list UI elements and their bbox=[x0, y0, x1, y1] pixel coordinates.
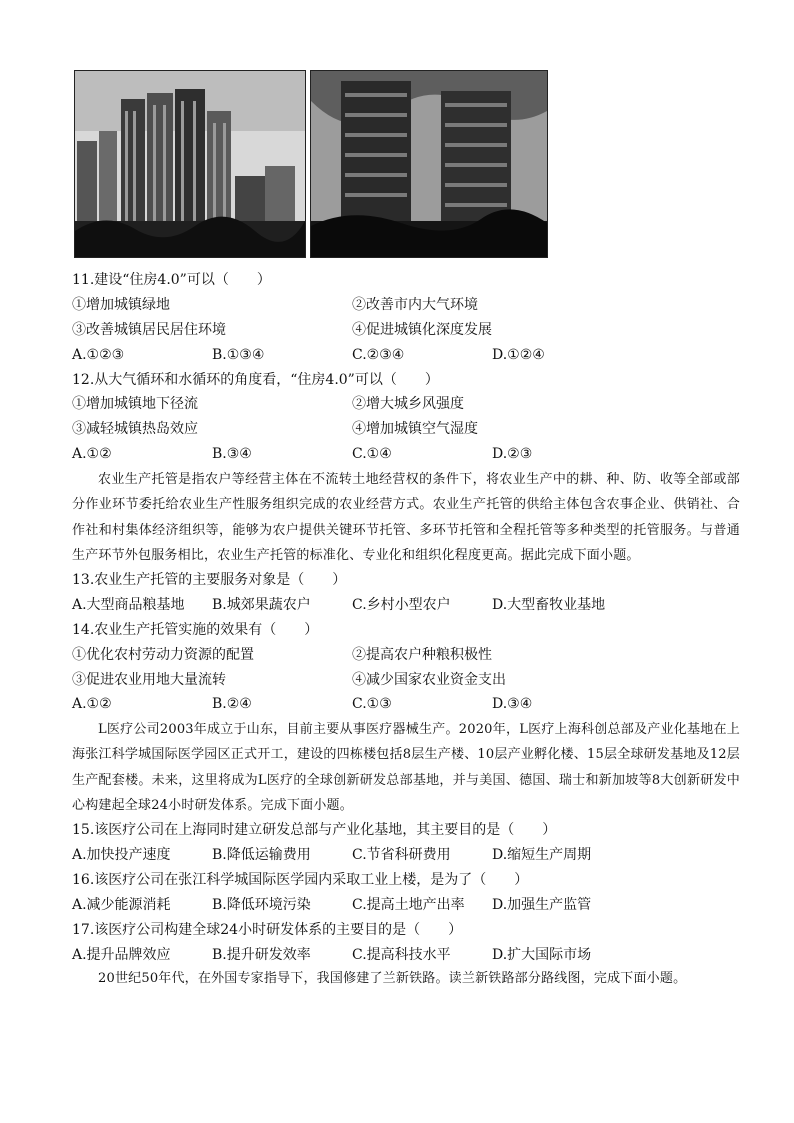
q12-item-4: ④增加城镇空气湿度 bbox=[352, 421, 478, 438]
q12-items-row-2 bbox=[72, 417, 740, 442]
q13-option-b: B.城郊果蔬农户 bbox=[212, 596, 311, 613]
q14-option-c: C.①③ bbox=[352, 696, 392, 713]
q14-item-3: ③促进农业用地大量流转 bbox=[72, 671, 226, 688]
high-rise-buildings-photo bbox=[74, 70, 306, 258]
q16-options bbox=[72, 893, 740, 918]
q11-item-3: ③改善城镇居民居住环境 bbox=[72, 321, 226, 338]
q15-stem: 15.该医疗公司在上海同时建立研发总部与产业化基地，其主要目的是（ ） bbox=[72, 822, 557, 839]
q16-option-a: A.减少能源消耗 bbox=[72, 896, 171, 913]
q13-option-c: C.乡村小型农户 bbox=[352, 596, 451, 613]
q11-stem: 11.建设“住房4.0”可以（ ） bbox=[72, 272, 271, 288]
q14-items-row-2 bbox=[72, 668, 740, 693]
q11-items-row-2 bbox=[72, 318, 740, 343]
q17-stem: 17.该医疗公司构建全球24小时研发体系的主要目的是（ ） bbox=[72, 921, 463, 938]
passage-medical-company: L医疗公司2003年成立于山东，目前主要从事医疗器械生产。2020年，L医疗上海科创总部及产业化基地在上海张江科学城国际医学园区正式开工，建设的四栋楼包括8层生产楼、10层产业孵化楼、15层全球研发基地及12层生产配套楼。未来，这里将成为L医疗的全球创新研发总部基地，并与美国、德国、瑞士和新加坡等8大创新研发中心构建起全球24小时研发体系。完成下面小题。 bbox=[72, 722, 740, 813]
passage-agriculture: 农业生产托管是指农户等经营主体在不流转土地经营权的条件下，将农业生产中的耕、种、防、收等全部或部分作业环节委托给农业生产性服务组织完成的农业经营方式。农业生产托管的供给主体包含农事企业、供销社、合作社和村集体经济组织等，能够为农户提供关键环节托管、多环节托管和全程托管等多种类型的托管服务。与普通生产环节外包服务相比，农业生产托管的标准化、专业化和组织化程度更高。据此完成下面小题。 bbox=[72, 472, 740, 563]
q14-item-4: ④减少国家农业资金支出 bbox=[352, 671, 506, 688]
q11-option-d: D.①②④ bbox=[492, 346, 545, 363]
q14-item-1: ①优化农村劳动力资源的配置 bbox=[72, 646, 254, 663]
q12-option-b: B.③④ bbox=[212, 446, 252, 463]
q16-stem: 16.该医疗公司在张江科学城国际医学园内采取工业上楼，是为了（ ） bbox=[72, 871, 529, 888]
q15-option-b: B.降低运输费用 bbox=[212, 846, 311, 863]
q13-options bbox=[72, 593, 740, 618]
q11-option-a: A.①②③ bbox=[72, 346, 125, 363]
q11-item-1: ①增加城镇绿地 bbox=[72, 296, 170, 313]
q12-item-1: ①增加城镇地下径流 bbox=[72, 396, 198, 413]
q12-options bbox=[72, 442, 740, 467]
passage-railway: 20世纪50年代，在外国专家指导下，我国修建了兰新铁路。读兰新铁路部分路线图，完成下面小题。 bbox=[98, 971, 687, 987]
q12-option-a: A.①② bbox=[72, 446, 112, 463]
q11-item-4: ④促进城镇化深度发展 bbox=[352, 321, 492, 338]
q17-options bbox=[72, 943, 740, 968]
q12-items-row-1 bbox=[72, 392, 740, 417]
q12-option-c: C.①④ bbox=[352, 446, 392, 463]
q14-option-b: B.②④ bbox=[212, 696, 252, 713]
q14-items-row-1 bbox=[72, 643, 740, 668]
question-content bbox=[72, 268, 740, 992]
q13-option-a: A.大型商品粮基地 bbox=[72, 596, 185, 613]
q16-option-b: B.降低环境污染 bbox=[212, 896, 311, 913]
vertical-forest-buildings-photo bbox=[310, 70, 548, 258]
q13-stem: 13.农业生产托管的主要服务对象是（ ） bbox=[72, 571, 347, 588]
q14-option-d: D.③④ bbox=[492, 696, 533, 713]
q15-option-a: A.加快投产速度 bbox=[72, 846, 171, 863]
q11-item-2: ②改善市内大气环境 bbox=[352, 296, 478, 313]
photo-pair bbox=[74, 70, 546, 256]
q13-option-d: D.大型畜牧业基地 bbox=[492, 596, 606, 613]
q16-option-c: C.提高土地产出率 bbox=[352, 896, 465, 913]
q14-item-2: ②提高农户种粮积极性 bbox=[352, 646, 492, 663]
q14-stem: 14.农业生产托管实施的效果有（ ） bbox=[72, 621, 319, 638]
q12-item-2: ②增大城乡风强度 bbox=[352, 396, 464, 413]
q17-option-b: B.提升研发效率 bbox=[212, 946, 311, 963]
q15-option-d: D.缩短生产周期 bbox=[492, 846, 592, 863]
q17-option-d: D.扩大国际市场 bbox=[492, 946, 592, 963]
q11-items-row-1 bbox=[72, 293, 740, 318]
q17-option-a: A.提升品牌效应 bbox=[72, 946, 171, 963]
q12-option-d: D.②③ bbox=[492, 446, 533, 463]
q15-options bbox=[72, 843, 740, 868]
q11-option-c: C.②③④ bbox=[352, 346, 405, 363]
q17-option-c: C.提高科技水平 bbox=[352, 946, 451, 963]
q14-options bbox=[72, 692, 740, 717]
q12-stem: 12.从大气循环和水循环的角度看，“住房4.0”可以（ ） bbox=[72, 371, 439, 388]
q16-option-d: D.加强生产监管 bbox=[492, 896, 592, 913]
q11-options bbox=[72, 343, 740, 368]
q11-option-b: B.①③④ bbox=[212, 346, 265, 363]
q15-option-c: C.节省科研费用 bbox=[352, 846, 451, 863]
q14-option-a: A.①② bbox=[72, 696, 112, 713]
q12-item-3: ③减轻城镇热岛效应 bbox=[72, 421, 198, 438]
